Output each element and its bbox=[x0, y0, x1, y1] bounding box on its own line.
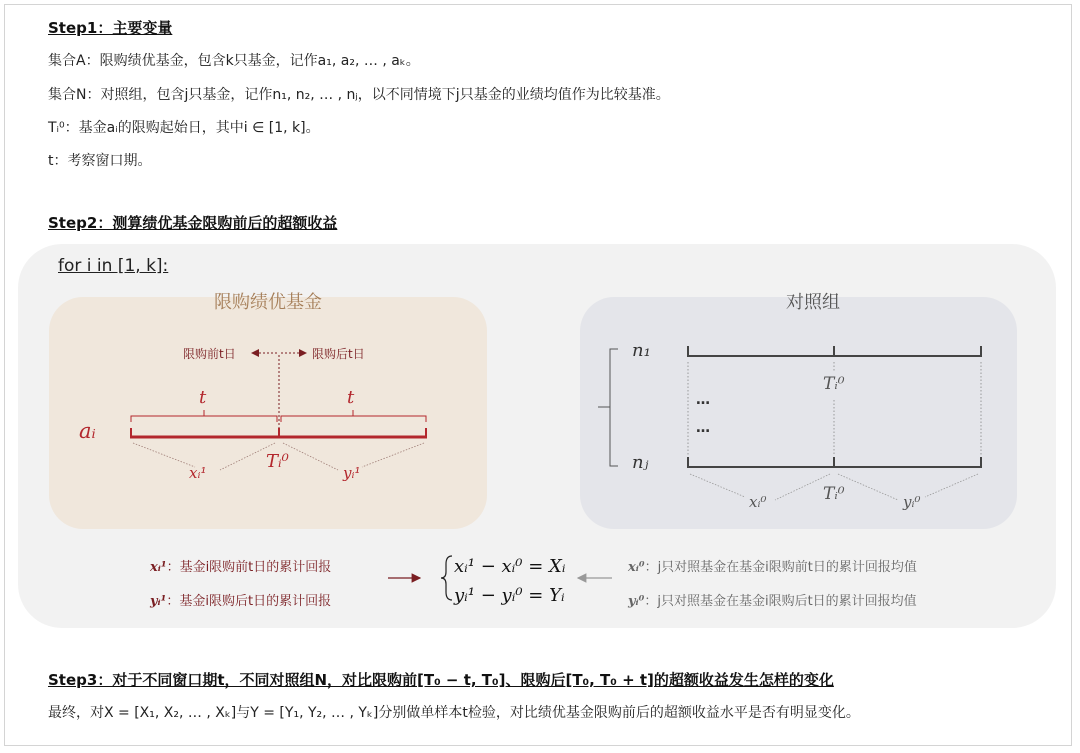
n1-label: n₁ bbox=[632, 340, 651, 361]
ellipsis-1: … bbox=[696, 392, 710, 408]
step1-line-set-n: 集合N：对照组，包含j只基金，记作n₁, n₂, … , nⱼ，以不同情境下j只基金的业绩均值作为比较基准。 bbox=[48, 87, 670, 103]
ellipsis-2: … bbox=[696, 420, 710, 436]
x1-label: xᵢ¹ bbox=[189, 464, 207, 482]
legend-y0 bbox=[628, 590, 917, 609]
step1-line-set-a: 集合A：限购绩优基金，包含k只基金，记作a₁, a₂, … , aₖ。 bbox=[48, 53, 420, 69]
loop-label: for i in [1, k]: bbox=[58, 256, 169, 276]
x0-label: xᵢ⁰ bbox=[749, 493, 767, 511]
control-group-title: 对照组 bbox=[786, 292, 840, 313]
equation-brace bbox=[441, 556, 452, 600]
restricted-fund-title: 限购绩优基金 bbox=[214, 292, 322, 313]
y1-label: yᵢ¹ bbox=[343, 464, 361, 482]
legend-y0-text: ：j只对照基金在基金i限购后t日的累计回报均值 bbox=[644, 594, 917, 609]
legend-y1-text: ：基金i限购后t日的累计回报 bbox=[166, 594, 332, 609]
legend-y1-symbol: yᵢ¹ bbox=[150, 594, 167, 609]
step2-title: Step2：测算绩优基金限购前后的超额收益 bbox=[48, 214, 338, 232]
legend-y1 bbox=[150, 590, 331, 609]
step1-line-start-date: Tᵢ⁰：基金aᵢ的限购起始日，其中i ∈ [1, k]。 bbox=[48, 120, 320, 136]
step1-title: Step1：主要变量 bbox=[48, 19, 173, 37]
y0-label: yᵢ⁰ bbox=[903, 493, 921, 511]
step3-line-test: 最终，对X = [X₁, X₂, … , Xₖ]与Y = [Y₁, Y₂, … , Yₖ]分别做单样本t检验，对比绩优基金限购前后的超额收益水平是否有明显变化。 bbox=[48, 705, 860, 721]
t-label-right: t bbox=[347, 387, 355, 408]
legend-x0 bbox=[628, 556, 917, 575]
nj-label: nⱼ bbox=[632, 452, 649, 473]
step1-line-window: t：考察窗口期。 bbox=[48, 153, 152, 169]
after-label: 限购后t日 bbox=[312, 347, 365, 361]
t-label-left: t bbox=[199, 387, 207, 408]
start-date-label: Tᵢ⁰ bbox=[266, 451, 289, 472]
t-bracket-left bbox=[131, 416, 277, 422]
legend-x0-text: ：j只对照基金在基金i限购前t日的累计回报均值 bbox=[644, 560, 917, 575]
legend-x1 bbox=[150, 556, 331, 575]
equation-y: yᵢ¹ − yᵢ⁰ = Yᵢ bbox=[454, 585, 565, 606]
control-start-label-bottom: Tᵢ⁰ bbox=[823, 484, 845, 504]
equation-x: xᵢ¹ − xᵢ⁰ = Xᵢ bbox=[454, 556, 566, 577]
control-group-brace bbox=[610, 349, 618, 466]
step3-title: Step3：对于不同窗口期t，不同对照组N，对比限购前[T₀ − t, T₀]、限购后[T₀, T₀ + t]的超额收益发生怎样的变化 bbox=[48, 671, 834, 689]
control-start-label-top: Tᵢ⁰ bbox=[823, 374, 845, 394]
t-bracket-right bbox=[281, 416, 426, 422]
legend-x1-text: ：基金i限购前t日的累计回报 bbox=[166, 560, 332, 575]
fund-label: aᵢ bbox=[79, 419, 96, 443]
legend-x0-symbol: xᵢ⁰ bbox=[628, 560, 645, 575]
legend-y0-symbol: yᵢ⁰ bbox=[628, 594, 645, 609]
legend-x1-symbol: xᵢ¹ bbox=[150, 560, 167, 575]
before-label: 限购前t日 bbox=[183, 347, 236, 361]
